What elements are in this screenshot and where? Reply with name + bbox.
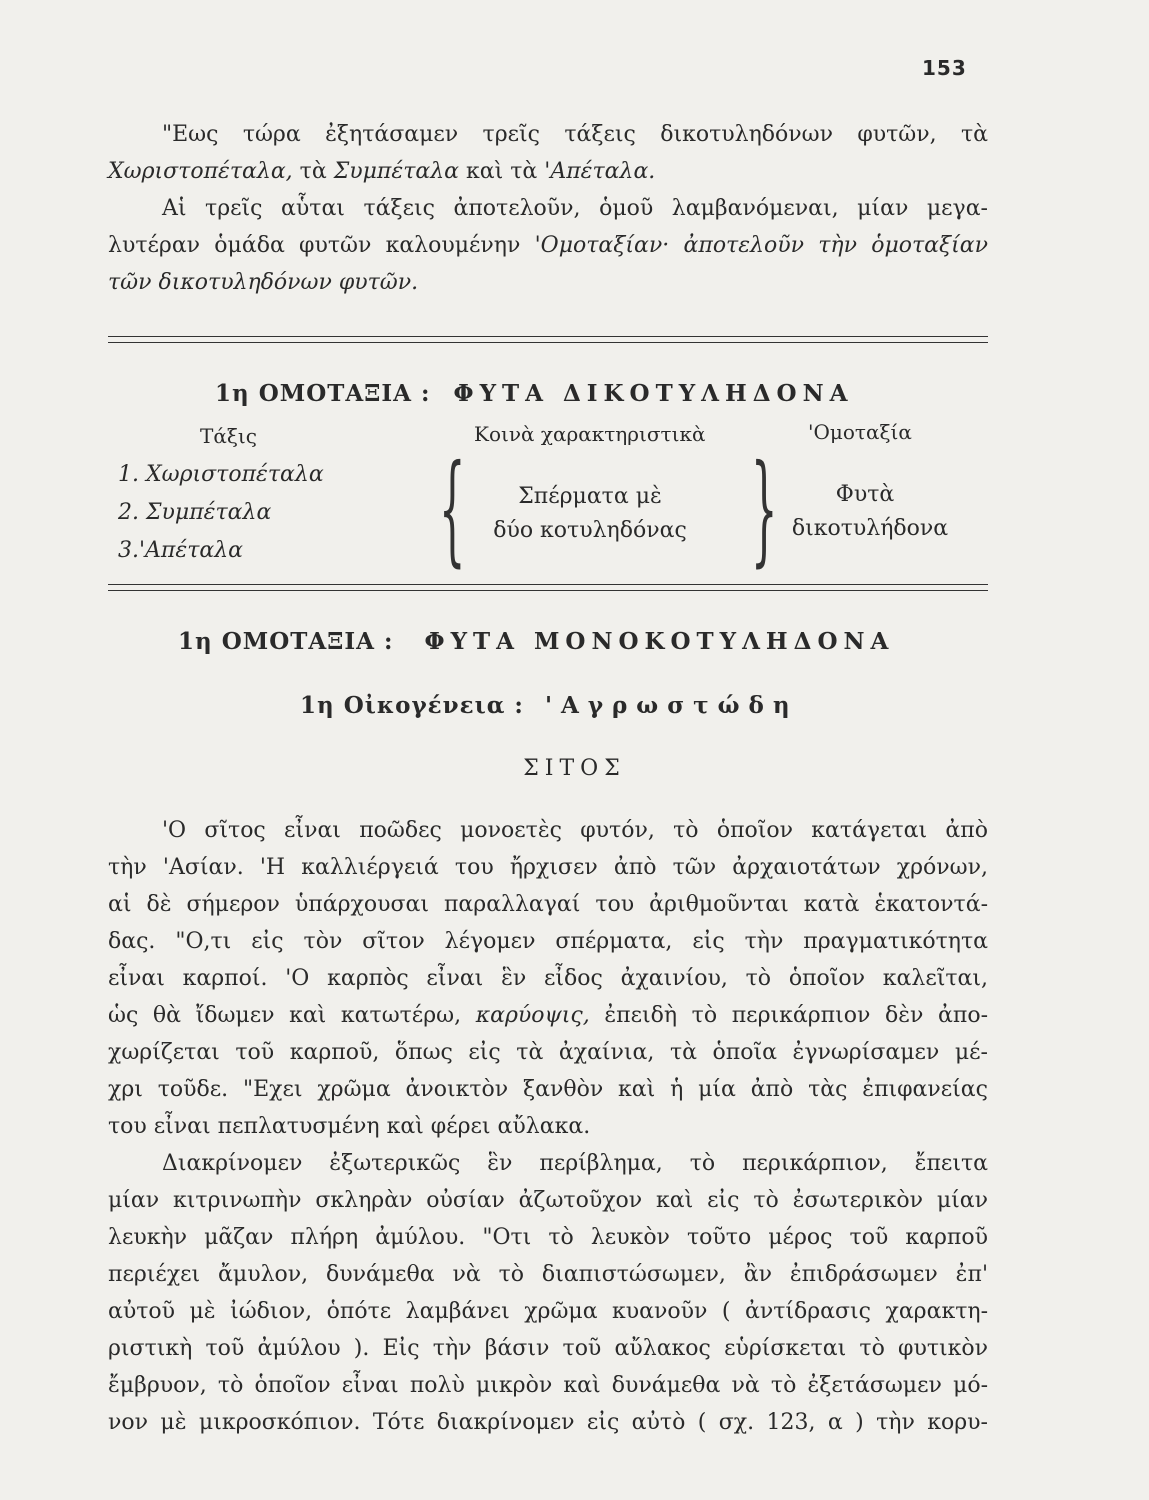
body-line: μίαν κιτρινωπὴν σκληρὰν οὐσίαν ἀζωτοῦχον καὶ εἰς τὸ ἐσωτερικὸν μίαν [108,1188,988,1213]
class-line-1: Φυτὰ [835,482,895,507]
col-header-traits: Κοινὰ χαρακτηριστικὰ [474,422,706,446]
col-header-order: Τάξις [200,424,257,448]
order-item-1: 1. Χωριστοπέταλα [118,462,324,487]
body-line: νον μὲ μικροσκόπιον. Τότε διακρίνομεν εἰς αὐτὸ ( σχ. 123, α ) τὴν κορυ- [108,1410,988,1435]
body-line: 'Ο σῖτος εἶναι ποῶδες μονοετὲς φυτόν, τὸ ὁποῖον κατάγεται ἀπὸ [162,818,988,843]
class2-value: ΦΥΤΑ ΜΟΝΟΚΟΤΥΛΗΔΟΝΑ [424,628,895,655]
body-line: χωρίζεται τοῦ καρποῦ, ὅπως εἰς τὰ ἀχαίνια, τὰ ὁποῖα ἐγνωρίσαμεν μέ- [108,1040,988,1065]
intro-text: καὶ τὰ [459,159,545,184]
class-line-2: δικοτυλήδονα [791,516,949,541]
order-name: Χωριστοπέταλα, [108,159,293,184]
left-brace: { [438,440,466,579]
table-top-rule [108,336,988,337]
traits-line-1: Σπέρματα μὲ [518,484,662,509]
body-line: τὴν 'Ασίαν. 'Η καλλιέργειά του ἤρχισεν ἀπὸ τῶν ἀρχαιοτάτων χρόνων, [108,855,988,880]
body-text-segment: ἐπειδὴ τὸ περικάρπιον δὲν ἀπο- [604,1003,989,1028]
intro-line-2 [108,153,988,190]
order-name: 'Απέταλα. [544,159,656,184]
class-term: 'Ομοταξίαν· ἀποτελοῦν τὴν ὁμοταξίαν [534,233,988,258]
body-line: του εἶναι πεπλατυσμένη καὶ φέρει αὔλακα. [108,1114,591,1139]
table-bottom-rule [108,584,988,585]
table-bottom-rule-2 [108,590,988,591]
order-item-3: 3.'Απέταλα [118,538,244,563]
intro-line-5: τῶν δικοτυληδόνων φυτῶν. [108,270,419,295]
body-line: αὐτοῦ μὲ ἰώδιον, ὁπότε λαμβάνει χρῶμα κυανοῦν ( ἀντίδρασις χαρακτη- [108,1299,988,1324]
right-brace: } [750,440,778,579]
body-text-segment: ὡς θὰ ἴδωμεν καὶ κατωτέρω, [108,1003,462,1028]
page-number: 153 [922,56,967,80]
intro-line-4 [108,227,988,264]
body-text [108,812,988,1441]
class2-label: 1η ΟΜΟΤΑΞΙΑ : [178,628,394,655]
body-line: Διακρίνομεν ἐξωτερικῶς ἓν περίβλημα, τὸ περικάρπιον, ἔπειτα [162,1151,988,1176]
term-karyopsis: καρύοψις, [475,1003,590,1028]
class2-heading [178,628,894,655]
family-heading [300,692,799,719]
body-line: ριστικὴ τοῦ ἀμύλου ). Εἰς τὴν βάσιν τοῦ αὔλακος εὑρίσκεται τὸ φυτικὸν [108,1336,988,1361]
class1-heading [215,380,853,407]
family-value: 'Αγρωστώδη [544,692,799,719]
body-line: χρι τοῦδε. "Εχει χρῶμα ἀνοικτὸν ξανθὸν καὶ ἡ μία ἀπὸ τὰς ἐπιφανείας [108,1077,988,1102]
intro-line-1: "Εως τώρα ἐξητάσαμεν τρεῖς τάξεις δικοτυληδόνων φυτῶν, τὰ [162,122,988,147]
traits-line-2: δύο κοτυληδόνας [493,518,687,543]
body-line: λευκὴν μᾶζαν πλήρη ἀμύλου. "Οτι τὸ λευκὸν τοῦτο μέρος τοῦ καρποῦ [108,1225,988,1250]
class1-label: 1η ΟΜΟΤΑΞΙΑ : [215,380,431,407]
intro-line-3: Αἱ τρεῖς αὗται τάξεις ἀποτελοῦν, ὁμοῦ λαμβανόμεναι, μίαν μεγα- [162,196,988,221]
intro-text: τὰ [292,159,334,184]
intro-text: λυτέραν ὁμάδα φυτῶν καλουμένην [108,233,535,258]
class1-value: ΦΥΤΑ ΔΙΚΟΤΥΛΗΔΟΝΑ [453,380,854,407]
body-line [108,997,988,1034]
order-name: Συμπέταλα [333,159,460,184]
order-item-2: 2. Συμπέταλα [118,500,272,525]
intro-paragraph [108,116,988,301]
body-line: εἶναι καρποί. 'Ο καρπὸς εἶναι ἓν εἶδος ἀχαινίου, τὸ ὁποῖον καλεῖται, [108,966,988,991]
body-line: περιέχει ἄμυλον, δυνάμεθα νὰ τὸ διαπιστώσωμεν, ἂν ἐπιδράσωμεν ἐπ' [108,1262,988,1287]
body-line: δας. "Ο,τι εἰς τὸν σῖτον λέγομεν σπέρματα, εἰς τὴν πραγματικότητα [108,929,988,954]
body-line: ἔμβρυον, τὸ ὁποῖον εἶναι πολὺ μικρὸν καὶ δυνάμεθα νὰ τὸ ἐξετάσωμεν μό- [108,1373,988,1398]
section-title: ΣΙΤΟΣ [523,756,626,781]
family-label: 1η Οἰκογένεια : [300,692,524,719]
col-header-class: 'Ομοταξία [808,420,912,444]
table-top-rule-2 [108,342,988,343]
body-line: αἱ δὲ σήμερον ὑπάρχουσαι παραλλαγαί του ἀριθμοῦνται κατὰ ἑκατοντά- [108,892,988,917]
